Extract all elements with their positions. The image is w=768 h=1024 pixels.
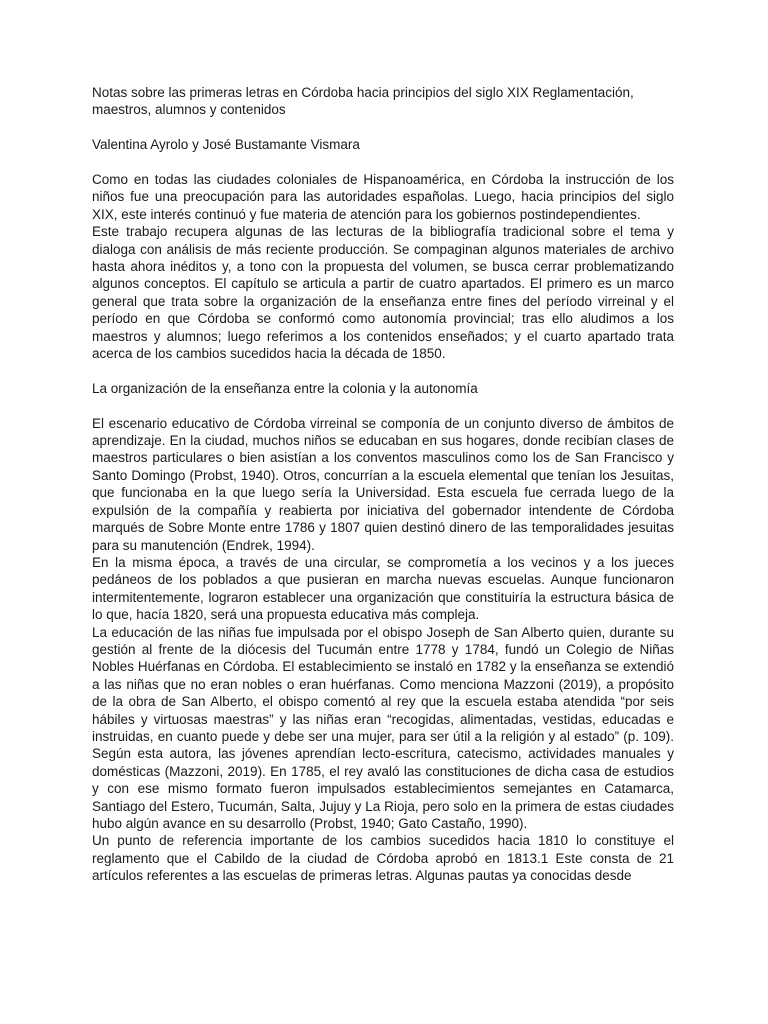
spacer (92, 397, 674, 414)
section-heading: La organización de la enseñanza entre la colonia y la autonomía (92, 380, 478, 396)
section-paragraph: La educación de las niñas fue impulsada por el obispo Joseph de San Alberto quien, durante su gestión al frente de la diócesis del Tucumán entre 1778 y 1784, fundó un Colegio de Niñas Nobles Huérfanas en Córdoba. El establecimiento se instaló en 1782 y la enseñanza se extendió a las niñas que no eran nobles o eran huérfanas. Como menciona Mazzoni (2019), a propósito de la obra de San Alberto, el obispo comentó al rey que la escuela estaba atendida “por seis hábiles y virtuosas maestras” y las niñas eran “recogidas, alimentadas, vestidas, educadas e instruidas, en cuanto puede y debe ser una mujer, para ser útil a la religión y al estado” (p. 109). Según esta autora, las jóvenes aprendían lecto-escritura, catecismo, actividades manuales y domésticas (Mazzoni, 2019). En 1785, el rey avaló las constituciones de dicha casa de estudios y con ese mismo formato fueron impulsados establecimientos semejantes en Catamarca, Santiago del Estero, Tucumán, Salta, Jujuy y La Rioja, pero solo en la primera de estas ciudades hubo algún avance en su desarrollo (Probst, 1940; Gato Castaño, 1990). (92, 624, 674, 831)
document-title: Notas sobre las primeras letras en Córdoba hacia principios del siglo XIX Reglamentación, maestros, alumnos y contenidos (92, 85, 634, 118)
intro-paragraph: Este trabajo recupera algunas de las lecturas de la bibliografía tradicional sobre el tema y dialoga con análisis de más reciente producción. Se compaginan algunos materiales de archivo hasta ahora inéditos y, a tono con la propuesta del volumen, se busca cerrar problematizando algunos conceptos. El capítulo se articula a partir de cuatro apartados. El primero es un marco general que trata sobre la organización de la enseñanza entre fines del período virreinal y el período en que Córdoba se conformó como autonomía provincial; tras ello aludimos a los maestros y alumnos; luego referimos a los contenidos enseñados; y el cuarto apartado trata acerca de los cambios sucedidos hacia la década de 1850. (92, 224, 674, 362)
document-authors: Valentina Ayrolo y José Bustamante Vismara (92, 137, 360, 153)
spacer (92, 362, 674, 379)
section-paragraph: Un punto de referencia importante de los cambios sucedidos hacia 1810 lo constituye el reglamento que el Cabildo de la ciudad de Córdoba aprobó en 1813.1 Este consta de 21 artículos referentes a las escuelas de primeras letras. Algunas pautas ya conocidas desde (92, 833, 674, 884)
section-paragraph: En la misma época, a través de una circular, se comprometía a los vecinos y a los jueces pedáneos de los poblados a que pusieran en marcha nuevas escuelas. Aunque funcionaron intermitentemente, lograron establecer una organización que constituiría la estructura básica de lo que, hacía 1820, será una propuesta educativa más compleja. (92, 554, 674, 623)
document-page (92, 84, 674, 885)
spacer (92, 154, 674, 171)
spacer (92, 119, 674, 136)
intro-paragraph: Como en todas las ciudades coloniales de Hispanoamérica, en Córdoba la instrucción de los niños fue una preocupación para las autoridades españolas. Luego, hacia principios del siglo XIX, este interés continuó y fue materia de atención para los gobiernos postindependientes. (92, 172, 674, 222)
section-paragraph: El escenario educativo de Córdoba virreinal se componía de un conjunto diverso de ámbitos de aprendizaje. En la ciudad, muchos niños se educaban en sus hogares, donde recibían clases de maestros particulares o bien asistían a los conventos masculinos como los de San Francisco y Santo Domingo (Probst, 1940). Otros, concurrían a la escuela elemental que tenían los Jesuitas, que funcionaba en la que luego sería la Universidad. Esta escuela fue cerrada luego de la expulsión de la compañía y reabierta por iniciativa del gobernador intendente de Córdoba marqués de Sobre Monte entre 1786 y 1807 quien destinó dinero de las temporalidades jesuitas para su manutención (Endrek, 1994). (92, 415, 674, 553)
